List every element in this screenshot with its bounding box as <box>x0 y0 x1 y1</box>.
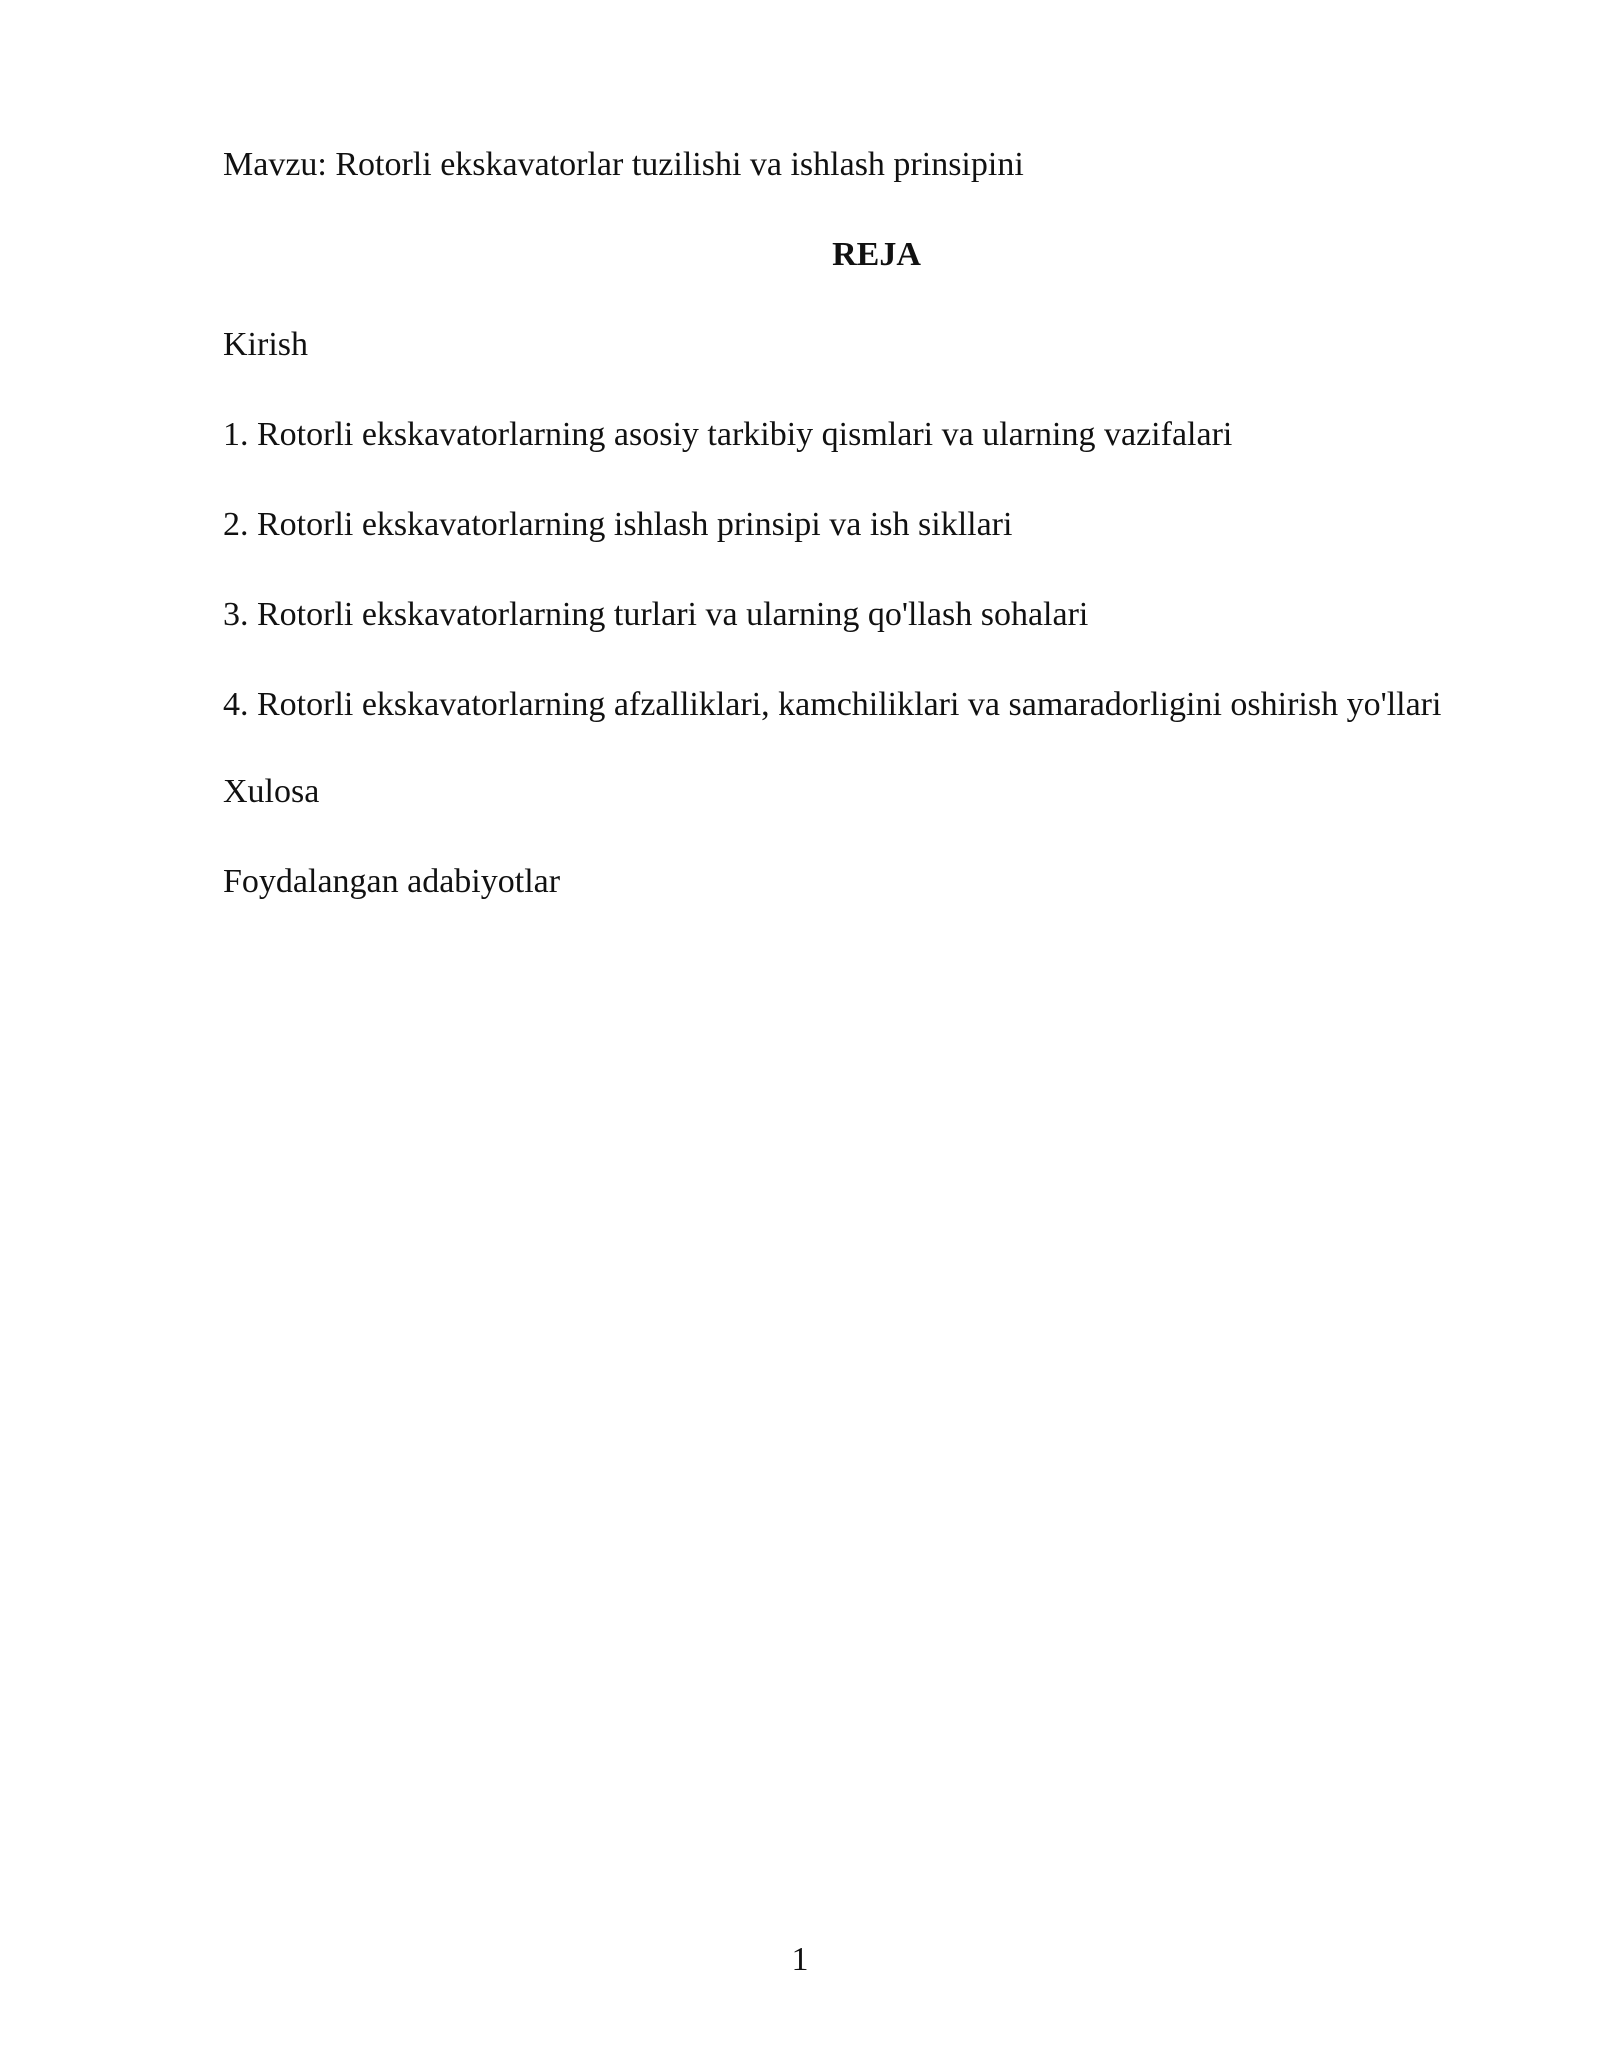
plan-item-3: 3. Rotorli ekskavatorlarning turlari va ularning qo'llash sohalari <box>223 596 1089 633</box>
plan-item-1: 1. Rotorli ekskavatorlarning asosiy tarkibiy qismlari va ularning vazifalari <box>223 416 1233 453</box>
references-item: Foydalangan adabiyotlar <box>223 863 561 900</box>
page-number: 1 <box>791 1941 809 1978</box>
conclusion-item: Xulosa <box>223 773 320 810</box>
topic-line: Mavzu: Rotorli ekskavatorlar tuzilishi va ishlash prinsipini <box>223 146 1024 183</box>
intro-item: Kirish <box>223 326 308 363</box>
plan-heading: REJA <box>832 236 921 273</box>
plan-item-4: 4. Rotorli ekskavatorlarning afzalliklari, kamchiliklari va samaradorligini oshirish yo'llari <box>223 686 1442 723</box>
plan-item-2: 2. Rotorli ekskavatorlarning ishlash prinsipi va ish sikllari <box>223 506 1013 543</box>
document-content <box>223 145 1530 952</box>
